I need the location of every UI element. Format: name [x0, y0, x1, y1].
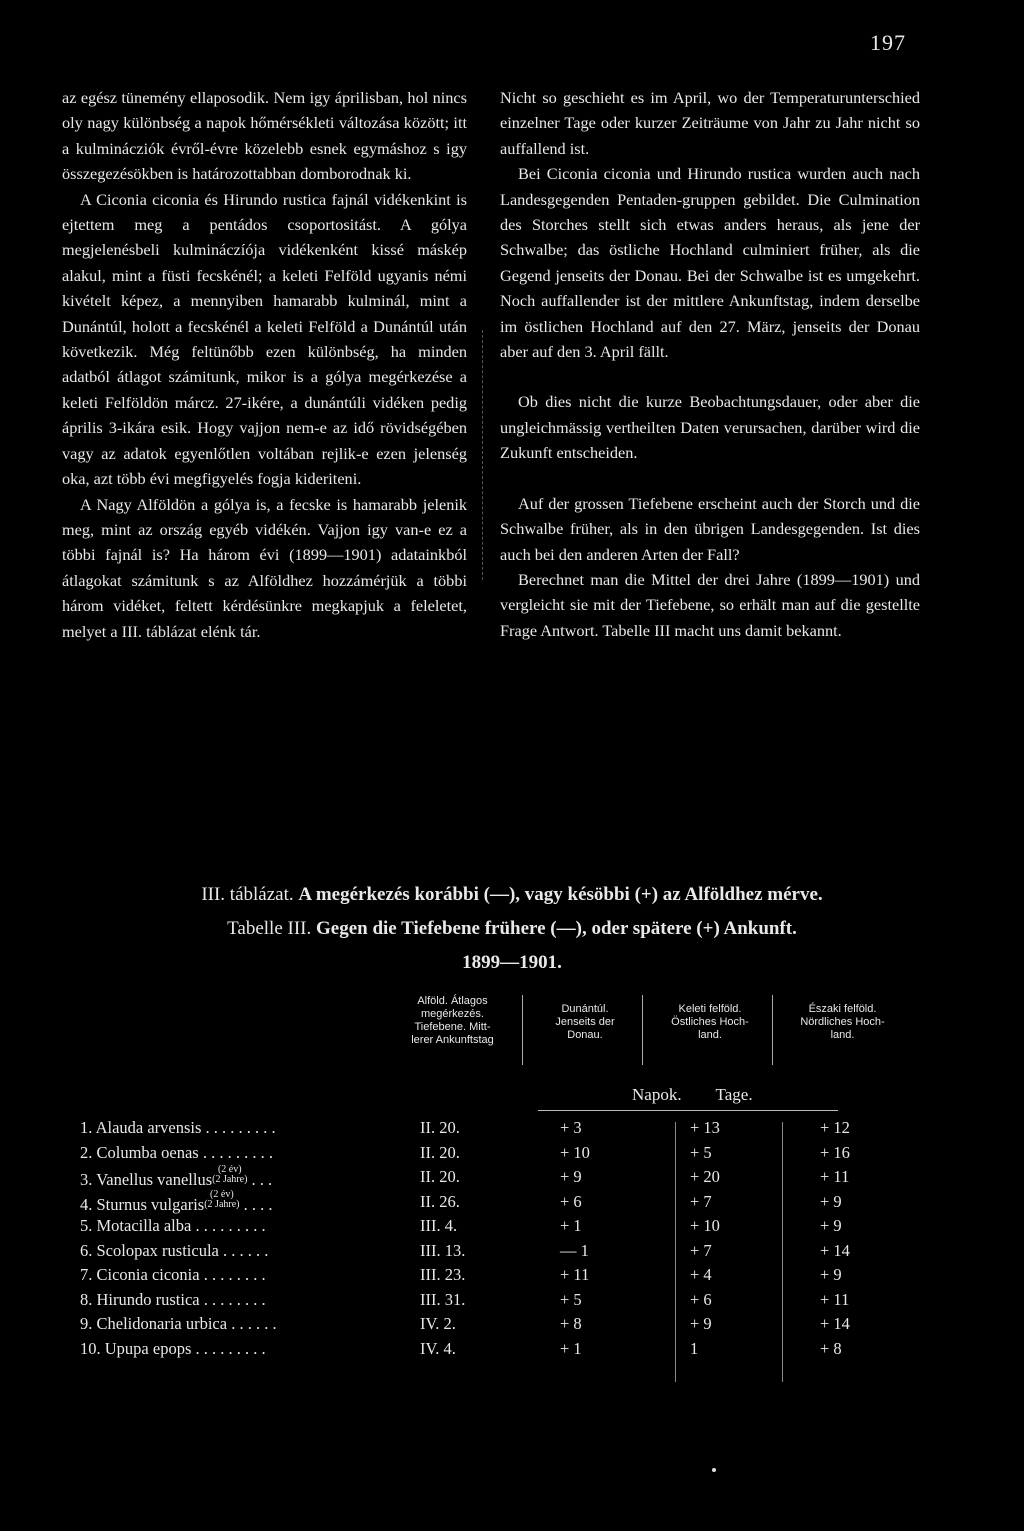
column-header-line: Jenseits der [555, 1016, 615, 1028]
mean-arrival-date: II. 20. [420, 1167, 460, 1186]
header-rule [772, 995, 773, 1065]
mean-arrival-date: IV. 2. [420, 1314, 456, 1333]
table-row [80, 1239, 940, 1264]
body-columns [62, 85, 920, 845]
units-hu: Napok. [632, 1085, 682, 1104]
year-note-hu: (2 év) [217, 1164, 242, 1175]
cell-dunantul: + 5 [560, 1289, 582, 1309]
cell-keleti-felfold: + 5 [690, 1142, 712, 1162]
cell-eszaki-felfold: + 14 [820, 1314, 850, 1333]
paragraph: A Nagy Alföldön a gólya is, a fecske is hamarabb jelenik meg, mint az ország egyéb vidékén. Vajjon igy van-e ez a többi fajnál is? Ha három évi (1899—1901) adatainkból átlagokat számitunk s az Alföldhez hozzámérjük a többi három vidéket, feltett kérdésünkre megkapjuk a feleletet, melyet a III. táblázat elénk tár. [62, 494, 467, 641]
column-header-line: land. [698, 1029, 722, 1041]
column-header [530, 1003, 640, 1042]
column-header-line: Donau. [567, 1029, 603, 1041]
column-header-line: Alföld. Átlagos [417, 995, 488, 1007]
header-rule [642, 995, 643, 1065]
cell-dunantul: + 10 [560, 1142, 590, 1162]
column-header-line: Tiefebene. Mitt- [414, 1021, 491, 1033]
table-body [80, 1116, 940, 1361]
cell-dunantul: + 9 [560, 1167, 582, 1186]
caption-hu-prefix: III. táblázat. [201, 884, 294, 905]
cell-keleti-felfold: + 13 [690, 1118, 720, 1137]
paragraph: Ob dies nicht die kurze Beobachtungsdauer, oder aber die ungleichmässig vertheilten Daten verursachen, darüber wird die Zukunft entscheiden. [500, 392, 920, 463]
species-name: 3. Vanellus vanellus$^{(2 év) (2 Jahre)}$ . . . [80, 1164, 273, 1189]
column-divider [482, 330, 483, 580]
column-header-line: land. [830, 1029, 855, 1041]
mean-arrival-date: IV. 4. [420, 1338, 456, 1358]
year-note-de: (2 Jahre) [204, 1198, 240, 1210]
table-row [80, 1288, 940, 1313]
paragraph: Bei Ciconia ciconia und Hirundo rustica wurden auch nach Landesgegenden Pentaden-gruppen gebildet. Die Culmination des Storches stellt sich etwas anders heraus, als jene der Schwalbe; das östliche Hochland culminiert früher, als die Gegend jenseits der Donau. Bei der Schwalbe ist es umgekehrt. Noch auffallender ist der mittlere Ankunftstag, indem derselbe im östlichen Hochland auf den 27. März, jenseits der Donau aber auf den 3. April fällt. [500, 164, 920, 362]
species-name: 5. Motacilla alba . . . . . . . . . [80, 1216, 266, 1235]
table-row [80, 1141, 940, 1166]
caption-de-title: Gegen die Tiefebene frühere (—), oder spätere (+) Ankunft. [316, 918, 797, 939]
mean-arrival-date: II. 26. [420, 1191, 460, 1211]
table-row [80, 1165, 940, 1190]
table-row [80, 1214, 940, 1239]
year-note [204, 1190, 239, 1210]
cell-eszaki-felfold: + 9 [820, 1191, 842, 1211]
table-row [80, 1116, 940, 1141]
paragraph: Berechnet man die Mittel der drei Jahre (1899—1901) und vergleicht sie mit der Tiefebene, so erhält man auf die gestellte Frage Antwort. Tabelle III macht uns damit bekannt. [500, 569, 920, 640]
column-header [780, 1003, 905, 1042]
cell-keleti-felfold: + 9 [690, 1314, 712, 1333]
cell-dunantul: + 1 [560, 1216, 582, 1235]
paragraph: Auf der grossen Tiefebene erscheint auch der Storch und die Schwalbe früher, als in den übrigen Landesgegenden. Ist dies auch bei den anderen Arten der Fall? [500, 493, 920, 564]
paragraph-gap [500, 364, 920, 389]
table-row [80, 1312, 940, 1337]
column-header-line: Dunántúl. [561, 1003, 609, 1015]
year-note-de: (2 Jahre) [212, 1174, 248, 1185]
column-header [650, 1003, 770, 1042]
year-note [212, 1165, 247, 1185]
cell-keleti-felfold: + 6 [690, 1289, 712, 1309]
species-name: 4. Sturnus vulgaris$^{(2 év) (2 Jahre)}$ . . . . [80, 1188, 273, 1214]
header-rule [522, 995, 523, 1065]
hungarian-column [62, 85, 467, 644]
cell-dunantul: — 1 [560, 1240, 589, 1260]
cell-dunantul: + 6 [560, 1191, 582, 1211]
cell-dunantul: + 8 [560, 1314, 582, 1333]
page-number: 197 [870, 30, 906, 55]
units-rule [538, 1110, 838, 1111]
column-header-line: megérkezés. [421, 1008, 484, 1020]
cell-eszaki-felfold: + 14 [820, 1240, 850, 1260]
cell-keleti-felfold: + 7 [690, 1240, 712, 1260]
column-header-line: lerer Ankunftstag [411, 1034, 494, 1046]
cell-eszaki-felfold: + 9 [820, 1265, 842, 1284]
paragraph: A Ciconia ciconia és Hirundo rustica fajnál vidékenkint is ejtettem meg a pentádos csoportositást. A gólya megjelenésbeli kulmináczíója vidékenként kissé máskép alakul, mint a füsti fecskénél; a keleti Felföld ugyanis némi kivételt képez, a mennyiben hamarabb kulminál, mint a Dunántúl, holott a fecskénél a keleti Felföld a Dunántúl után következik. Még feltünőbb ezen különbség, ha minden adatból átlagot számitunk, mikor is a gólya megérkezése a keleti Felföldön márcz. 27-ikére, a dunántúli vidéken pedig április 3-ikára esik. Hogy vajjon nem-e az idő rövidségében vagy az adatok egyenlőtlen voltában rejlik-e ezen jelenség oka, azt több évi megfigyelés fogja kideriteni. [62, 189, 467, 489]
species-name: 8. Hirundo rustica . . . . . . . . [80, 1289, 266, 1309]
cell-eszaki-felfold: + 9 [820, 1216, 842, 1235]
units-de: Tage. [715, 1085, 753, 1104]
table-row [80, 1337, 940, 1362]
cell-dunantul: + 3 [560, 1118, 582, 1137]
cell-keleti-felfold: + 20 [690, 1167, 720, 1186]
paragraph-gap [500, 466, 920, 491]
column-header [390, 995, 515, 1047]
year-note-hu: (2 év) [210, 1188, 234, 1200]
paragraph: Nicht so geschieht es im April, wo der Temperaturunterschied einzelner Tage oder kurzer Zeiträume von Jahr zu Jahr nicht so auffallend ist. [500, 88, 920, 158]
units-label [632, 1085, 783, 1105]
species-name: 6. Scolopax rusticula . . . . . . [80, 1240, 269, 1260]
mean-arrival-date: III. 31. [420, 1289, 466, 1309]
column-header-line: Nördliches Hoch- [800, 1016, 885, 1028]
caption-de-prefix: Tabelle III. [227, 918, 312, 939]
mean-arrival-date: III. 13. [420, 1240, 466, 1260]
cell-dunantul: + 11 [560, 1265, 590, 1284]
cell-eszaki-felfold: + 11 [820, 1167, 850, 1186]
column-header-line: Östliches Hoch- [671, 1016, 749, 1028]
ink-dot [712, 1468, 716, 1472]
cell-dunantul: + 1 [560, 1338, 582, 1358]
paragraph: az egész tünemény ellaposodik. Nem igy áprilisban, hol nincs oly nagy különbség a napok hőmérsékleti változása között; itt a kulminácziók évről-évre közelebb esnek egymáshoz s igy összegezésökben is határozottabban domborodnak ki. [62, 88, 467, 184]
column-header-line: Keleti felföld. [678, 1003, 742, 1015]
table-row [80, 1190, 940, 1215]
cell-eszaki-felfold: + 11 [820, 1289, 850, 1309]
species-name: 2. Columba oenas . . . . . . . . . [80, 1142, 273, 1162]
species-name: 10. Upupa epops . . . . . . . . . [80, 1338, 266, 1358]
mean-arrival-date: III. 23. [420, 1265, 466, 1284]
table-row [80, 1263, 940, 1288]
table-caption-german [0, 914, 1024, 944]
species-name: 9. Chelidonaria urbica . . . . . . [80, 1314, 277, 1333]
mean-arrival-date: II. 20. [420, 1118, 460, 1137]
caption-hu-title: A megérkezés korábbi (—), vagy késöbbi (+) az Alföldhez mérve. [298, 884, 823, 905]
table-caption-years: 1899—1901. [462, 952, 562, 973]
cell-keleti-felfold: + 4 [690, 1265, 712, 1284]
species-name: 7. Ciconia ciconia . . . . . . . . [80, 1265, 266, 1284]
table-caption-hungarian [0, 880, 1024, 910]
german-column [500, 85, 920, 643]
cell-keleti-felfold: 1 [690, 1338, 699, 1358]
cell-eszaki-felfold: + 8 [820, 1338, 842, 1358]
mean-arrival-date: II. 20. [420, 1142, 460, 1162]
cell-keleti-felfold: + 10 [690, 1216, 720, 1235]
mean-arrival-date: III. 4. [420, 1216, 458, 1235]
column-header-line: Északi felföld. [808, 1003, 877, 1015]
species-name: 1. Alauda arvensis . . . . . . . . . [80, 1118, 276, 1137]
cell-eszaki-felfold: + 12 [820, 1118, 850, 1137]
cell-keleti-felfold: + 7 [690, 1191, 712, 1211]
cell-eszaki-felfold: + 16 [820, 1142, 850, 1162]
table-header [390, 995, 920, 1075]
